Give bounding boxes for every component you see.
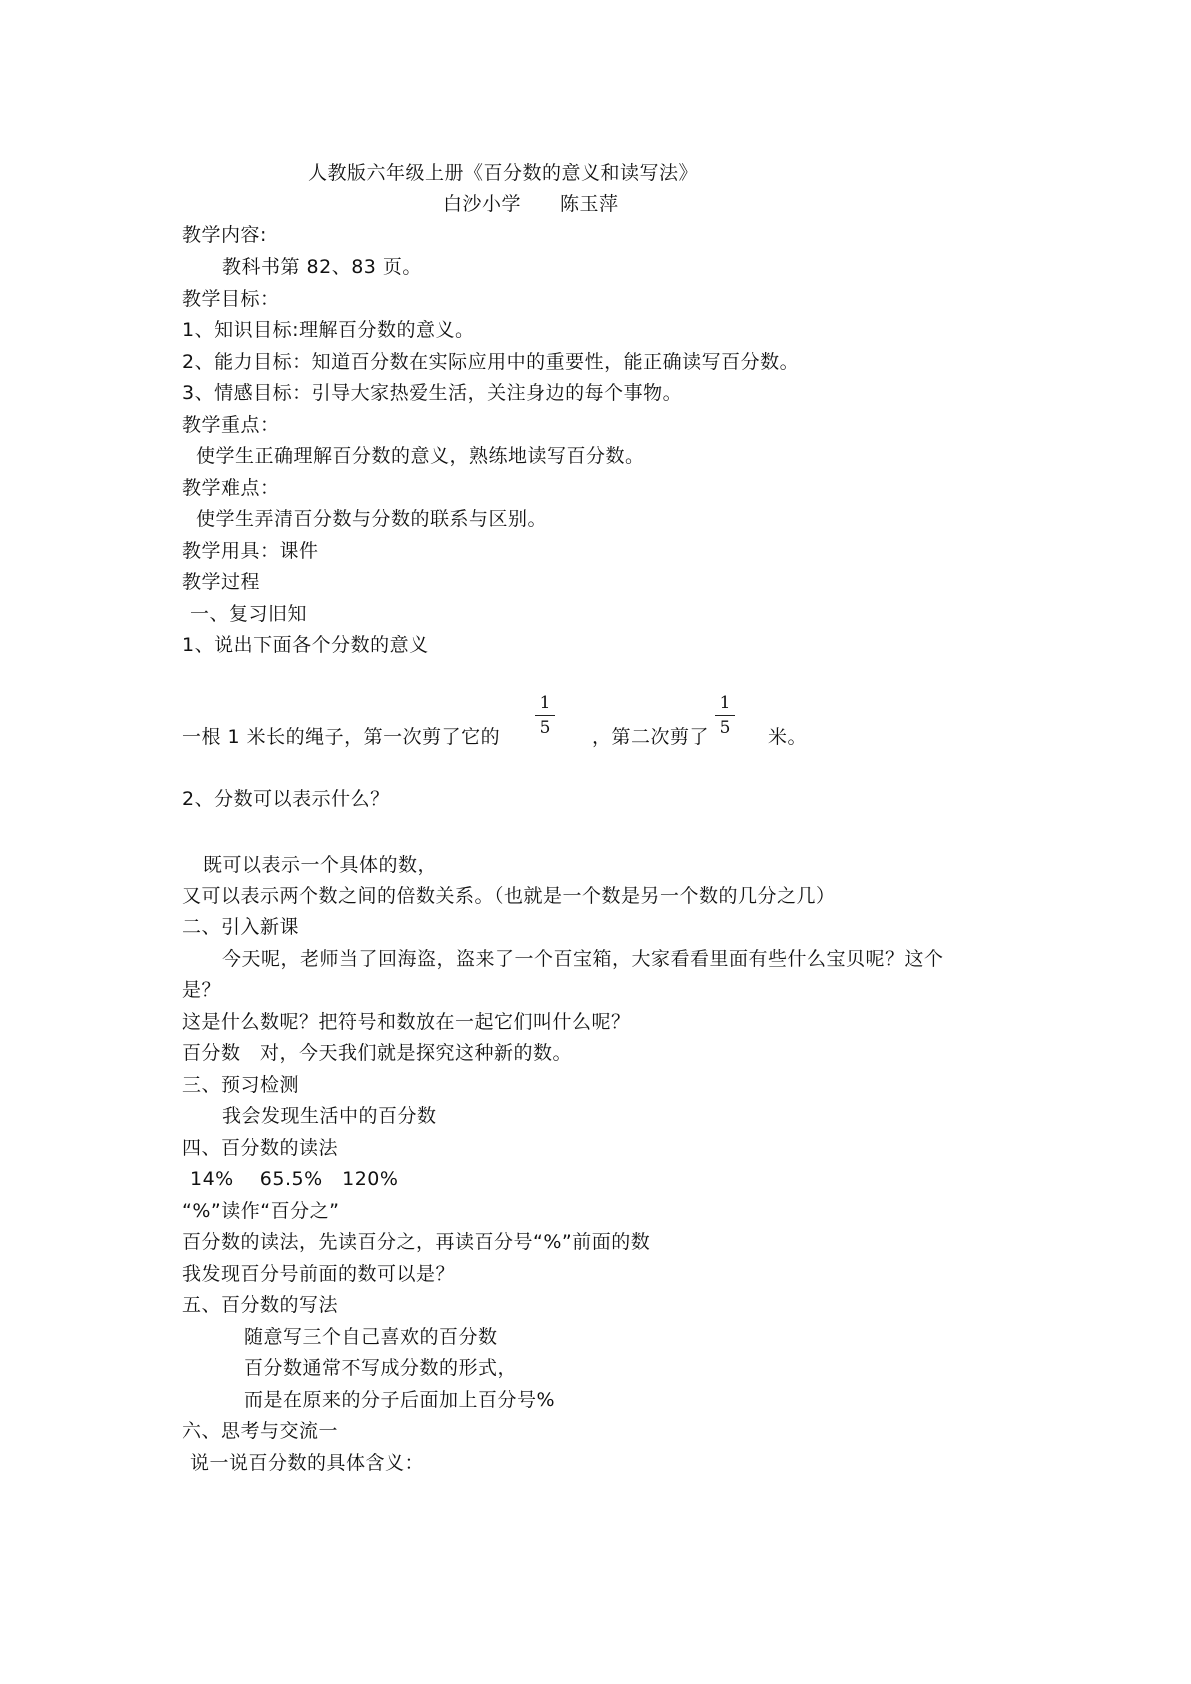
- section-heading-process: 教学过程: [182, 571, 261, 593]
- review-question-1: 1、说出下面各个分数的意义: [182, 634, 429, 656]
- doc-title: 人教版六年级上册《百分数的意义和读写法》: [308, 162, 699, 184]
- fraction-one-fifth-1: [535, 693, 555, 738]
- intro-text-1: 今天呢，老师当了回海盗，盗来了一个百宝箱，大家看看里面有些什么宝贝呢？这个: [222, 948, 944, 970]
- part-3-heading: 三、预习检测: [182, 1074, 300, 1096]
- rope-sentence-part2: ，第二次剪了: [592, 726, 710, 748]
- reading-rule: 百分数的读法，先读百分之，再读百分号“%”前面的数: [182, 1231, 651, 1253]
- discovery-question: 我发现百分号前面的数可以是？: [182, 1263, 456, 1285]
- teaching-tools: 教学用具：课件: [182, 540, 319, 562]
- difficulties-text: 使学生弄清百分数与分数的联系与区别。: [196, 508, 548, 530]
- percent-examples: 14% 65.5% 120%: [190, 1168, 399, 1190]
- objective-2: 2、能力目标：知道百分数在实际应用中的重要性，能正确读写百分数。: [182, 351, 800, 373]
- meaning-prompt: 说一说百分数的具体含义：: [190, 1452, 425, 1474]
- section-heading-content: 教学内容:: [182, 224, 267, 246]
- fraction-numerator: 1: [715, 693, 735, 716]
- part-2-heading: 二、引入新课: [182, 916, 300, 938]
- answer-line-2: 又可以表示两个数之间的倍数关系。（也就是一个数是另一个数的几分之几）: [182, 885, 836, 907]
- rope-sentence-part1: 一根 1 米长的绳子，第一次剪了它的: [182, 726, 501, 748]
- part-1-heading: 一、复习旧知: [190, 603, 308, 625]
- fraction-one-fifth-2: [715, 693, 735, 738]
- key-points-text: 使学生正确理解百分数的意义，熟练地读写百分数。: [196, 445, 645, 467]
- percent-sign-reading: “%”读作“百分之”: [182, 1200, 340, 1222]
- fraction-denominator: 5: [719, 718, 731, 738]
- section-heading-difficulties: 教学难点：: [182, 477, 280, 499]
- section-heading-key-points: 教学重点：: [182, 414, 280, 436]
- writing-text-2: 百分数通常不写成分数的形式，: [244, 1357, 518, 1379]
- fraction-denominator: 5: [539, 718, 551, 738]
- writing-text-3: 而是在原来的分子后面加上百分号%: [244, 1389, 556, 1411]
- intro-text-2: 这是什么数呢？把符号和数放在一起它们叫什么呢？: [182, 1011, 631, 1033]
- intro-text-3: 百分数 对，今天我们就是探究这种新的数。: [182, 1042, 573, 1064]
- objective-1: 1、知识目标:理解百分数的意义。: [182, 319, 475, 341]
- review-question-2: 2、分数可以表示什么？: [182, 788, 390, 810]
- preview-text: 我会发现生活中的百分数: [222, 1105, 437, 1127]
- section-heading-objectives: 教学目标：: [182, 288, 280, 310]
- objective-3: 3、情感目标：引导大家热爱生活，关注身边的每个事物。: [182, 382, 683, 404]
- part-6-heading: 六、思考与交流一: [182, 1420, 339, 1442]
- part-5-heading: 五、百分数的写法: [182, 1294, 339, 1316]
- writing-text-1: 随意写三个自己喜欢的百分数: [244, 1326, 498, 1348]
- fraction-numerator: 1: [535, 693, 555, 716]
- rope-sentence-part3: 米。: [768, 726, 808, 748]
- author-line: 白沙小学 陈玉萍: [443, 193, 619, 215]
- part-4-heading: 四、百分数的读法: [182, 1137, 339, 1159]
- answer-line-1: 既可以表示一个具体的数，: [203, 854, 438, 876]
- content-text: 教科书第 82、83 页。: [222, 256, 422, 278]
- intro-text-1-cont: 是？: [182, 979, 222, 1001]
